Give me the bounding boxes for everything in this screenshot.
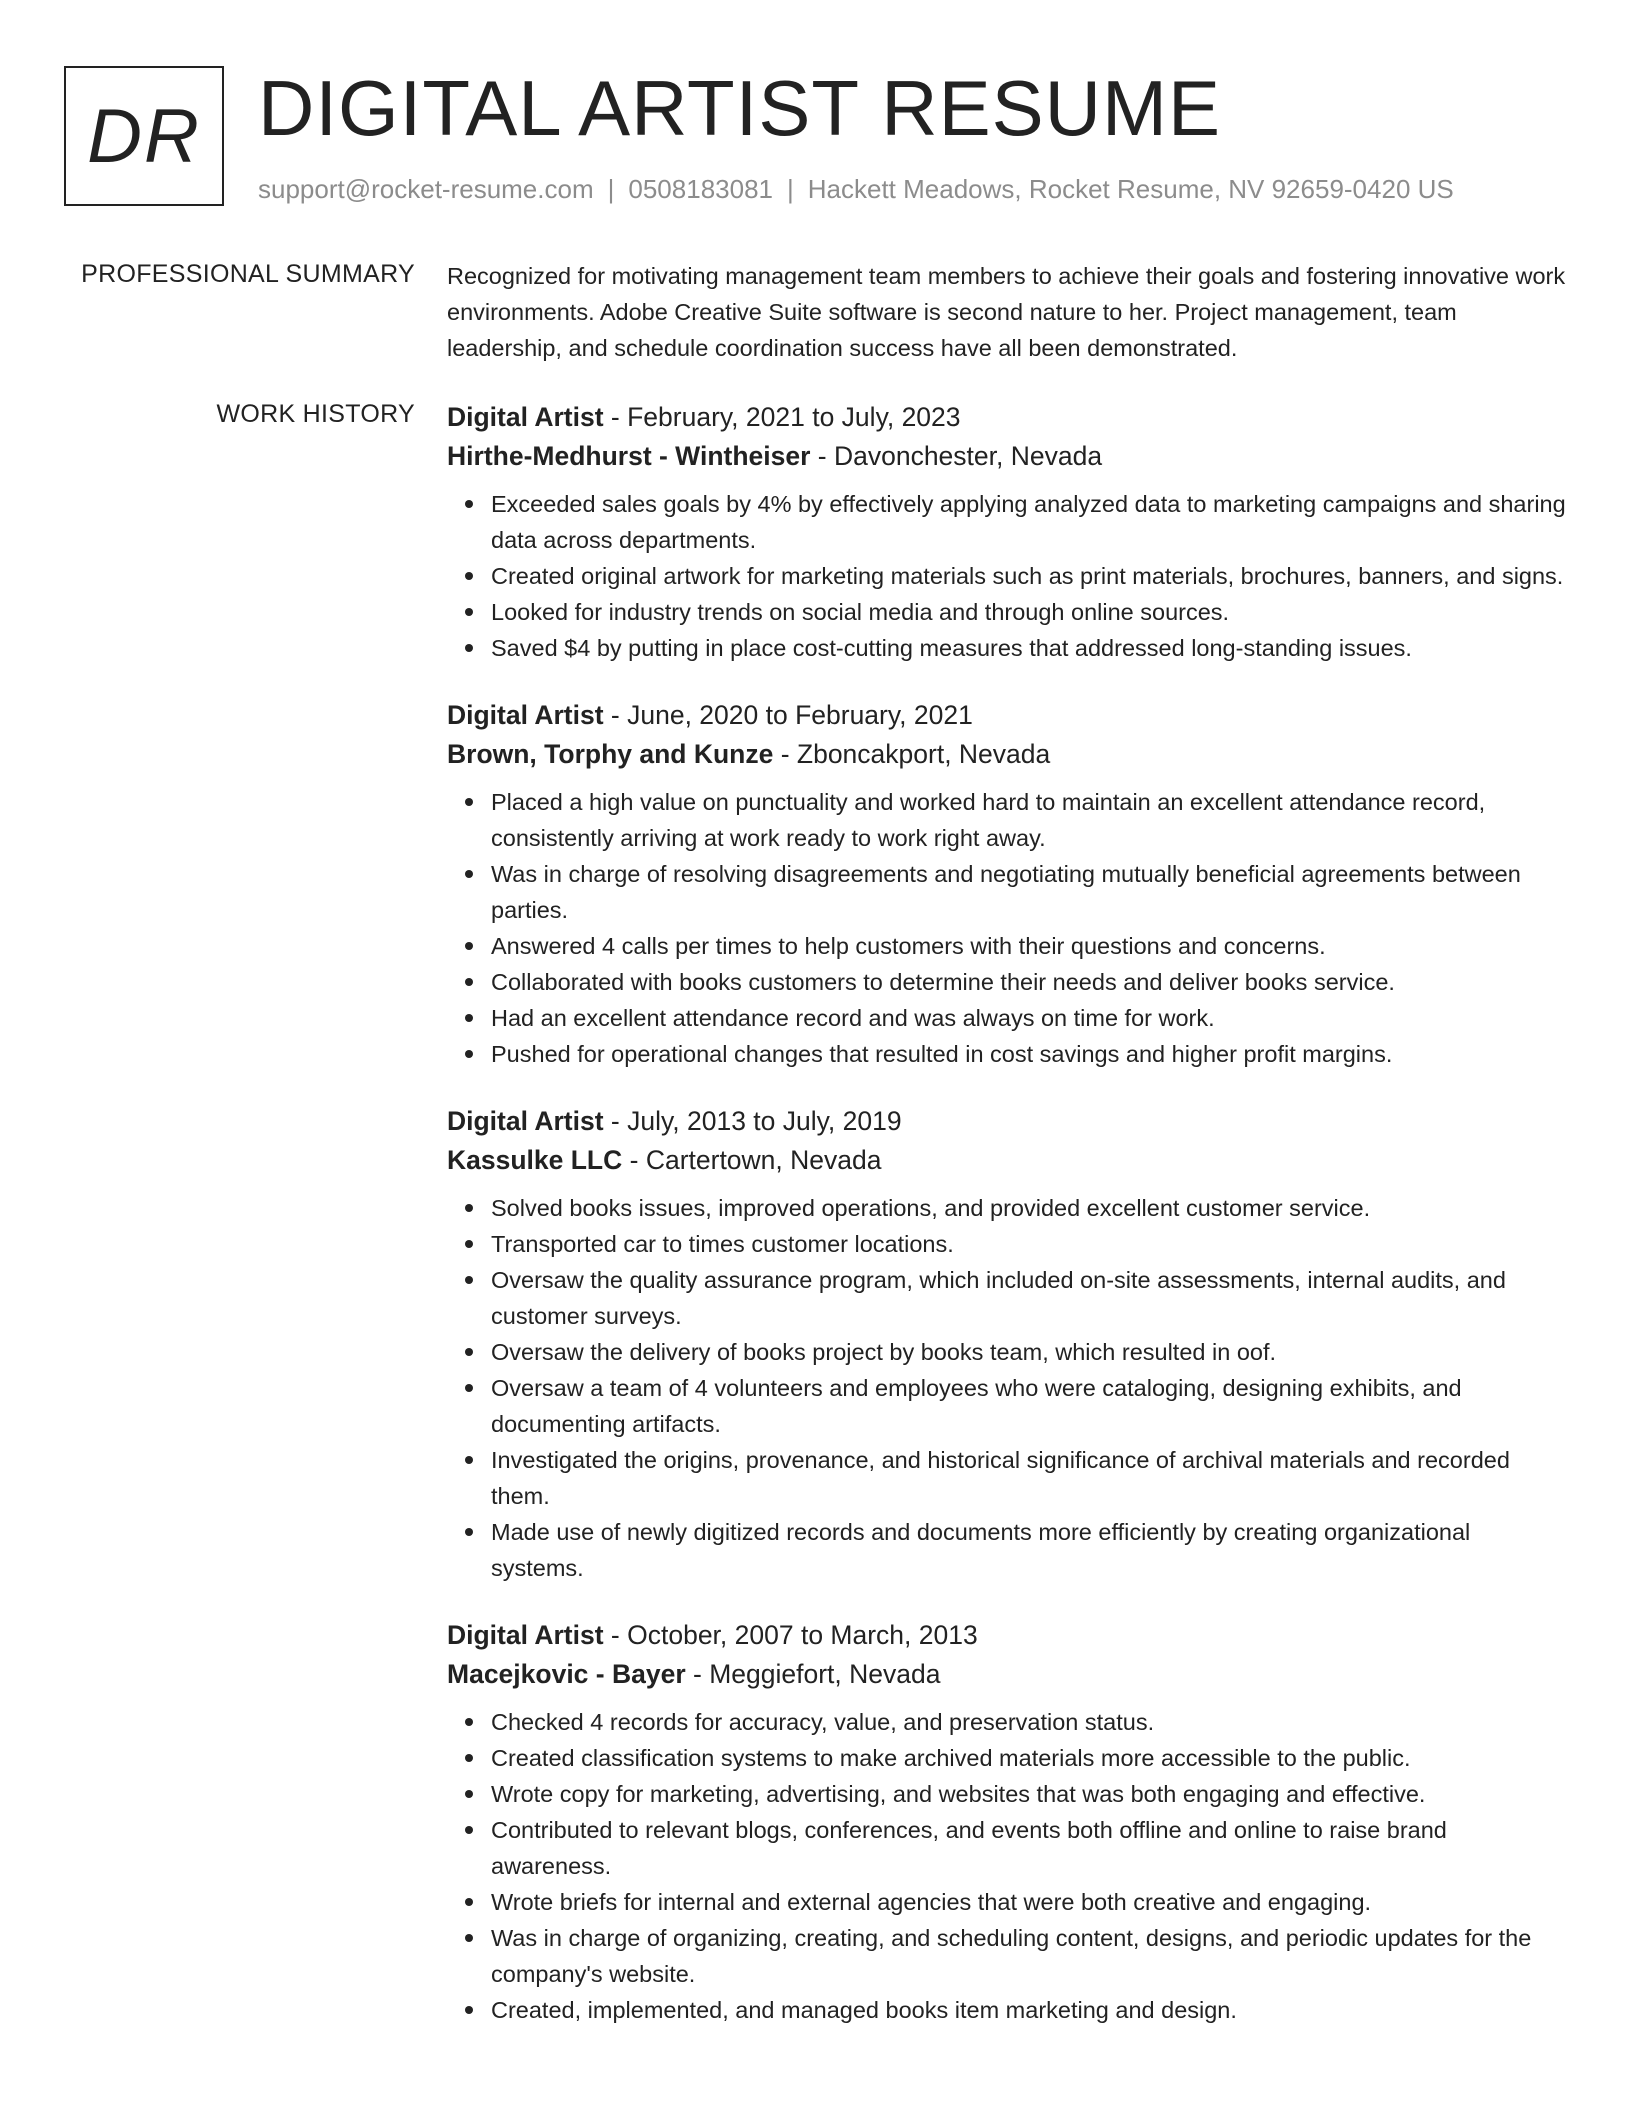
job-entry: [447, 1102, 1567, 1586]
job-dates: - July, 2013 to July, 2019: [603, 1106, 902, 1136]
job-bullet: Placed a high value on punctuality and worked hard to maintain an excellent attendance record, consistently arriving at work ready to work right away.: [491, 784, 1567, 856]
job-bullet: Wrote copy for marketing, advertising, and websites that was both engaging and effective.: [491, 1776, 1567, 1812]
job-bullet: Solved books issues, improved operations, and provided excellent customer service.: [491, 1190, 1567, 1226]
job-bullet: Exceeded sales goals by 4% by effectively applying analyzed data to marketing campaigns and sharing data across departments.: [491, 486, 1567, 558]
contact-email[interactable]: support@rocket-resume.com: [258, 174, 594, 204]
job-entry: [447, 1616, 1567, 2028]
job-bullet: Wrote briefs for internal and external agencies that were both creative and engaging.: [491, 1884, 1567, 1920]
job-bullet: Was in charge of resolving disagreements and negotiating mutually beneficial agreements between parties.: [491, 856, 1567, 928]
job-bullet: Contributed to relevant blogs, conferences, and events both offline and online to raise brand awareness.: [491, 1812, 1567, 1884]
job-bullet: Had an excellent attendance record and was always on time for work.: [491, 1000, 1567, 1036]
section-label-work-history: WORK HISTORY: [216, 400, 415, 428]
job-bullet: Created classification systems to make archived materials more accessible to the public.: [491, 1740, 1567, 1776]
job-entry: [447, 696, 1567, 1072]
job-bullet: Pushed for operational changes that resulted in cost savings and higher profit margins.: [491, 1036, 1567, 1072]
job-company: Brown, Torphy and Kunze: [447, 739, 774, 769]
job-dates: - February, 2021 to July, 2023: [603, 402, 961, 432]
section-label-summary: PROFESSIONAL SUMMARY: [81, 260, 415, 288]
job-bullets: [447, 486, 1567, 666]
job-location: - Davonchester, Nevada: [810, 441, 1103, 471]
job-company-line: [447, 1655, 1567, 1694]
job-bullets: [447, 784, 1567, 1072]
job-bullet: Checked 4 records for accuracy, value, and preservation status.: [491, 1704, 1567, 1740]
job-title: Digital Artist: [447, 700, 604, 730]
contact-separator: |: [607, 174, 615, 204]
job-bullet: Oversaw a team of 4 volunteers and employees who were cataloging, designing exhibits, and documenting artifacts.: [491, 1370, 1567, 1442]
job-title-line: [447, 1102, 1567, 1141]
job-title: Digital Artist: [447, 1106, 604, 1136]
job-bullet: Oversaw the delivery of books project by books team, which resulted in oof.: [491, 1334, 1567, 1370]
job-company-line: [447, 437, 1567, 476]
resume-header: [64, 66, 1564, 216]
job-bullet: Was in charge of organizing, creating, and scheduling content, designs, and periodic updates for the company's website.: [491, 1920, 1567, 1992]
job-entry: [447, 398, 1567, 666]
job-bullet: Investigated the origins, provenance, and historical significance of archival materials and recorded them.: [491, 1442, 1567, 1514]
job-bullet: Made use of newly digitized records and documents more efficiently by creating organizational systems.: [491, 1514, 1567, 1586]
job-bullet: Created, implemented, and managed books item marketing and design.: [491, 1992, 1567, 2028]
monogram-logo: DR: [64, 66, 224, 206]
job-title: Digital Artist: [447, 402, 604, 432]
job-company-line: [447, 735, 1567, 774]
job-dates: - October, 2007 to March, 2013: [603, 1620, 978, 1650]
contact-address: Hackett Meadows, Rocket Resume, NV 92659-0420 US: [807, 174, 1454, 204]
job-bullets: [447, 1704, 1567, 2028]
job-bullet: Transported car to times customer locations.: [491, 1226, 1567, 1262]
job-location: - Zboncakport, Nevada: [773, 739, 1051, 769]
contact-line: [258, 174, 1454, 205]
job-bullet: Answered 4 calls per times to help customers with their questions and concerns.: [491, 928, 1567, 964]
job-company: Kassulke LLC: [447, 1145, 623, 1175]
summary-body: [447, 258, 1567, 366]
job-bullet: Collaborated with books customers to determine their needs and deliver books service.: [491, 964, 1567, 1000]
job-company: Macejkovic - Bayer: [447, 1659, 686, 1689]
job-title: Digital Artist: [447, 1620, 604, 1650]
job-dates: - June, 2020 to February, 2021: [603, 700, 973, 730]
job-bullet: Created original artwork for marketing materials such as print materials, brochures, banners, and signs.: [491, 558, 1567, 594]
job-title-line: [447, 398, 1567, 437]
contact-phone[interactable]: 0508183081: [628, 174, 773, 204]
work-history-body: [447, 398, 1567, 2058]
summary-text: Recognized for motivating management team members to achieve their goals and fostering innovative work environments. Adobe Creative Suite software is second nature to her. Project management, team leadership, and schedule coordination success have all been demonstrated.: [447, 263, 1566, 361]
job-title-line: [447, 696, 1567, 735]
job-title-line: [447, 1616, 1567, 1655]
resume-title: DIGITAL ARTIST RESUME: [258, 64, 1221, 152]
job-bullet: Saved $4 by putting in place cost-cutting measures that addressed long-standing issues.: [491, 630, 1567, 666]
job-bullet: Oversaw the quality assurance program, which included on-site assessments, internal audits, and customer surveys.: [491, 1262, 1567, 1334]
job-bullets: [447, 1190, 1567, 1586]
contact-separator: |: [787, 174, 794, 204]
job-company: Hirthe-Medhurst - Wintheiser: [447, 441, 811, 471]
job-location: - Meggiefort, Nevada: [685, 1659, 941, 1689]
job-company-line: [447, 1141, 1567, 1180]
job-location: - Cartertown, Nevada: [622, 1145, 882, 1175]
job-bullet: Looked for industry trends on social media and through online sources.: [491, 594, 1567, 630]
